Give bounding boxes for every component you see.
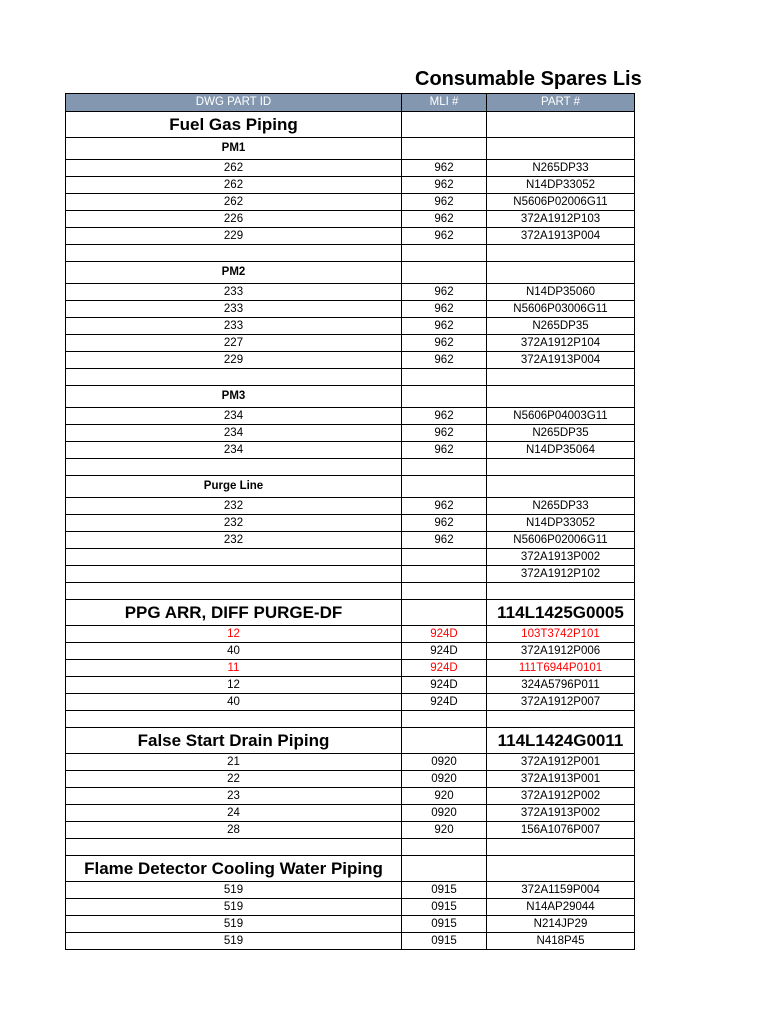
empty-cell[interactable] — [402, 583, 487, 600]
mli-cell[interactable] — [402, 112, 487, 138]
empty-cell[interactable] — [66, 711, 402, 728]
table-row — [66, 916, 635, 933]
table-row — [66, 335, 635, 352]
empty-cell[interactable] — [487, 369, 635, 386]
part-number-cell[interactable] — [487, 138, 635, 160]
empty-cell[interactable] — [487, 839, 635, 856]
mli-cell[interactable] — [402, 549, 487, 566]
mli-cell[interactable]: 0920 — [402, 754, 487, 771]
subgroup-row — [66, 262, 635, 284]
table-row — [66, 160, 635, 177]
empty-cell[interactable] — [487, 459, 635, 476]
mli-cell[interactable]: 962 — [402, 352, 487, 369]
spares-table — [65, 93, 635, 950]
part-number-cell[interactable]: 156A1076P007 — [487, 822, 635, 839]
section-part-number-cell[interactable] — [487, 112, 635, 138]
dwg-part-id-cell[interactable]: 519 — [66, 916, 402, 933]
part-number-cell[interactable] — [487, 476, 635, 498]
mli-cell[interactable]: 924D — [402, 694, 487, 711]
part-number-cell[interactable]: N5606P04003G11 — [487, 408, 635, 425]
dwg-part-id-cell[interactable]: 226 — [66, 211, 402, 228]
dwg-part-id-cell[interactable]: 262 — [66, 177, 402, 194]
dwg-part-id-cell[interactable]: 28 — [66, 822, 402, 839]
empty-cell[interactable] — [487, 583, 635, 600]
mli-cell[interactable]: 962 — [402, 194, 487, 211]
table-row — [66, 498, 635, 515]
table-row — [66, 643, 635, 660]
section-part-number-cell[interactable]: 114L1425G0005 — [487, 600, 635, 626]
mli-cell[interactable] — [402, 138, 487, 160]
empty-cell[interactable] — [66, 839, 402, 856]
part-number-cell[interactable]: N14DP33052 — [487, 515, 635, 532]
table-row — [66, 626, 635, 643]
mli-cell[interactable] — [402, 476, 487, 498]
part-number-cell[interactable]: 372A1912P007 — [487, 694, 635, 711]
mli-cell[interactable]: 962 — [402, 211, 487, 228]
empty-cell[interactable] — [402, 245, 487, 262]
mli-cell[interactable]: 924D — [402, 660, 487, 677]
part-number-cell[interactable]: 372A1913P002 — [487, 805, 635, 822]
table-row — [66, 408, 635, 425]
table-row — [66, 284, 635, 301]
subgroup-label-cell[interactable]: PM1 — [66, 138, 402, 160]
dwg-part-id-cell[interactable] — [66, 549, 402, 566]
mli-cell[interactable]: 962 — [402, 532, 487, 549]
dwg-part-id-cell[interactable] — [66, 566, 402, 583]
empty-cell[interactable] — [402, 369, 487, 386]
blank-row — [66, 369, 635, 386]
header-dwg-part-id[interactable]: DWG PART ID — [66, 94, 402, 112]
part-number-cell[interactable]: 324A5796P011 — [487, 677, 635, 694]
table-row — [66, 177, 635, 194]
blank-row — [66, 459, 635, 476]
table-row — [66, 352, 635, 369]
mli-cell[interactable] — [402, 566, 487, 583]
subgroup-label-cell[interactable]: Purge Line — [66, 476, 402, 498]
part-number-cell[interactable]: 372A1912P104 — [487, 335, 635, 352]
section-header-row — [66, 856, 635, 882]
section-part-number-cell[interactable] — [487, 856, 635, 882]
mli-cell[interactable]: 0915 — [402, 882, 487, 899]
subgroup-label-cell[interactable]: PM2 — [66, 262, 402, 284]
table-row — [66, 754, 635, 771]
empty-cell[interactable] — [66, 369, 402, 386]
empty-cell[interactable] — [66, 245, 402, 262]
table-row — [66, 549, 635, 566]
table-row — [66, 301, 635, 318]
dwg-part-id-cell[interactable]: 232 — [66, 515, 402, 532]
part-number-cell[interactable]: 372A1912P102 — [487, 566, 635, 583]
part-number-cell[interactable]: N418P45 — [487, 933, 635, 950]
section-title-cell[interactable]: False Start Drain Piping — [66, 728, 402, 754]
mli-cell[interactable]: 962 — [402, 284, 487, 301]
dwg-part-id-cell[interactable]: 262 — [66, 160, 402, 177]
section-header-row — [66, 112, 635, 138]
dwg-part-id-cell[interactable]: 519 — [66, 899, 402, 916]
part-number-cell[interactable]: 372A1912P006 — [487, 643, 635, 660]
mli-cell[interactable]: 924D — [402, 643, 487, 660]
dwg-part-id-cell[interactable]: 232 — [66, 498, 402, 515]
dwg-part-id-cell[interactable]: 21 — [66, 754, 402, 771]
part-number-cell[interactable]: N265DP35 — [487, 318, 635, 335]
part-number-cell[interactable]: N14DP35060 — [487, 284, 635, 301]
mli-cell[interactable] — [402, 262, 487, 284]
sheet-title: Consumable Spares Lis — [415, 68, 642, 90]
mli-cell[interactable]: 0920 — [402, 771, 487, 788]
empty-cell[interactable] — [487, 245, 635, 262]
table-row — [66, 532, 635, 549]
table-row — [66, 442, 635, 459]
table-row — [66, 882, 635, 899]
part-number-cell[interactable]: 372A1159P004 — [487, 882, 635, 899]
section-header-row — [66, 728, 635, 754]
part-number-cell[interactable] — [487, 386, 635, 408]
table-row — [66, 566, 635, 583]
mli-cell[interactable]: 962 — [402, 408, 487, 425]
section-title-cell[interactable]: Flame Detector Cooling Water Piping — [66, 856, 402, 882]
table-row — [66, 771, 635, 788]
dwg-part-id-cell[interactable]: 233 — [66, 284, 402, 301]
table-row — [66, 425, 635, 442]
blank-row — [66, 245, 635, 262]
mli-cell[interactable]: 0915 — [402, 899, 487, 916]
dwg-part-id-cell[interactable]: 40 — [66, 694, 402, 711]
part-number-cell[interactable]: N265DP33 — [487, 498, 635, 515]
part-number-cell[interactable]: N265DP33 — [487, 160, 635, 177]
mli-cell[interactable]: 962 — [402, 425, 487, 442]
table-row — [66, 228, 635, 245]
blank-row — [66, 583, 635, 600]
table-row — [66, 194, 635, 211]
dwg-part-id-cell[interactable]: 12 — [66, 677, 402, 694]
mli-cell[interactable]: 962 — [402, 335, 487, 352]
subgroup-row — [66, 138, 635, 160]
table-row — [66, 515, 635, 532]
mli-cell[interactable]: 0915 — [402, 916, 487, 933]
mli-cell[interactable]: 962 — [402, 442, 487, 459]
part-number-cell[interactable]: 372A1913P001 — [487, 771, 635, 788]
dwg-part-id-cell[interactable]: 229 — [66, 228, 402, 245]
dwg-part-id-cell[interactable]: 227 — [66, 335, 402, 352]
mli-cell[interactable]: 962 — [402, 498, 487, 515]
subgroup-row — [66, 386, 635, 408]
table-row — [66, 788, 635, 805]
mli-cell[interactable]: 962 — [402, 301, 487, 318]
dwg-part-id-cell[interactable]: 11 — [66, 660, 402, 677]
dwg-part-id-cell[interactable]: 519 — [66, 882, 402, 899]
mli-cell[interactable]: 962 — [402, 318, 487, 335]
part-number-cell[interactable]: N14AP29044 — [487, 899, 635, 916]
table-row — [66, 211, 635, 228]
part-number-cell[interactable]: 372A1912P103 — [487, 211, 635, 228]
mli-cell[interactable]: 962 — [402, 515, 487, 532]
empty-cell[interactable] — [66, 459, 402, 476]
mli-cell[interactable] — [402, 856, 487, 882]
table-row — [66, 694, 635, 711]
section-part-number-cell[interactable]: 114L1424G0011 — [487, 728, 635, 754]
dwg-part-id-cell[interactable]: 519 — [66, 933, 402, 950]
mli-cell[interactable]: 0915 — [402, 933, 487, 950]
blank-row — [66, 711, 635, 728]
subgroup-row — [66, 476, 635, 498]
mli-cell[interactable] — [402, 600, 487, 626]
part-number-cell[interactable]: N14DP35064 — [487, 442, 635, 459]
dwg-part-id-cell[interactable]: 23 — [66, 788, 402, 805]
part-number-cell[interactable]: N214JP29 — [487, 916, 635, 933]
mli-cell[interactable]: 962 — [402, 228, 487, 245]
part-number-cell[interactable]: N5606P02006G11 — [487, 532, 635, 549]
empty-cell[interactable] — [66, 583, 402, 600]
subgroup-label-cell[interactable]: PM3 — [66, 386, 402, 408]
mli-cell[interactable]: 920 — [402, 822, 487, 839]
mli-cell[interactable]: 924D — [402, 677, 487, 694]
table-row — [66, 660, 635, 677]
empty-cell[interactable] — [402, 459, 487, 476]
part-number-cell[interactable]: N5606P02006G11 — [487, 194, 635, 211]
dwg-part-id-cell[interactable]: 12 — [66, 626, 402, 643]
section-title-cell[interactable]: Fuel Gas Piping — [66, 112, 402, 138]
empty-cell[interactable] — [402, 839, 487, 856]
table-row — [66, 805, 635, 822]
header-mli[interactable]: MLI # — [402, 94, 487, 112]
header-part-number[interactable]: PART # — [487, 94, 635, 112]
mli-cell[interactable]: 962 — [402, 160, 487, 177]
dwg-part-id-cell[interactable]: 22 — [66, 771, 402, 788]
part-number-cell[interactable]: 111T6944P0101 — [487, 660, 635, 677]
dwg-part-id-cell[interactable]: 234 — [66, 408, 402, 425]
header-row — [66, 94, 635, 112]
mli-cell[interactable]: 920 — [402, 788, 487, 805]
part-number-cell[interactable]: 372A1913P002 — [487, 549, 635, 566]
part-number-cell[interactable]: 372A1912P001 — [487, 754, 635, 771]
part-number-cell[interactable]: N14DP33052 — [487, 177, 635, 194]
table-body — [66, 112, 635, 950]
part-number-cell[interactable]: N5606P03006G11 — [487, 301, 635, 318]
table-row — [66, 899, 635, 916]
part-number-cell[interactable] — [487, 262, 635, 284]
mli-cell[interactable]: 924D — [402, 626, 487, 643]
dwg-part-id-cell[interactable]: 40 — [66, 643, 402, 660]
dwg-part-id-cell[interactable]: 24 — [66, 805, 402, 822]
empty-cell[interactable] — [487, 711, 635, 728]
part-number-cell[interactable]: N265DP35 — [487, 425, 635, 442]
part-number-cell[interactable]: 372A1913P004 — [487, 228, 635, 245]
dwg-part-id-cell[interactable]: 232 — [66, 532, 402, 549]
dwg-part-id-cell[interactable]: 234 — [66, 442, 402, 459]
dwg-part-id-cell[interactable]: 233 — [66, 301, 402, 318]
table-row — [66, 822, 635, 839]
table-row — [66, 318, 635, 335]
part-number-cell[interactable]: 103T3742P101 — [487, 626, 635, 643]
mli-cell[interactable]: 0920 — [402, 805, 487, 822]
empty-cell[interactable] — [402, 711, 487, 728]
mli-cell[interactable] — [402, 728, 487, 754]
table-row — [66, 933, 635, 950]
mli-cell[interactable] — [402, 386, 487, 408]
blank-row — [66, 839, 635, 856]
mli-cell[interactable]: 962 — [402, 177, 487, 194]
table-row — [66, 677, 635, 694]
section-header-row — [66, 600, 635, 626]
part-number-cell[interactable]: 372A1912P002 — [487, 788, 635, 805]
section-title-cell[interactable]: PPG ARR, DIFF PURGE-DF — [66, 600, 402, 626]
dwg-part-id-cell[interactable]: 262 — [66, 194, 402, 211]
dwg-part-id-cell[interactable]: 234 — [66, 425, 402, 442]
dwg-part-id-cell[interactable]: 233 — [66, 318, 402, 335]
dwg-part-id-cell[interactable]: 229 — [66, 352, 402, 369]
part-number-cell[interactable]: 372A1913P004 — [487, 352, 635, 369]
